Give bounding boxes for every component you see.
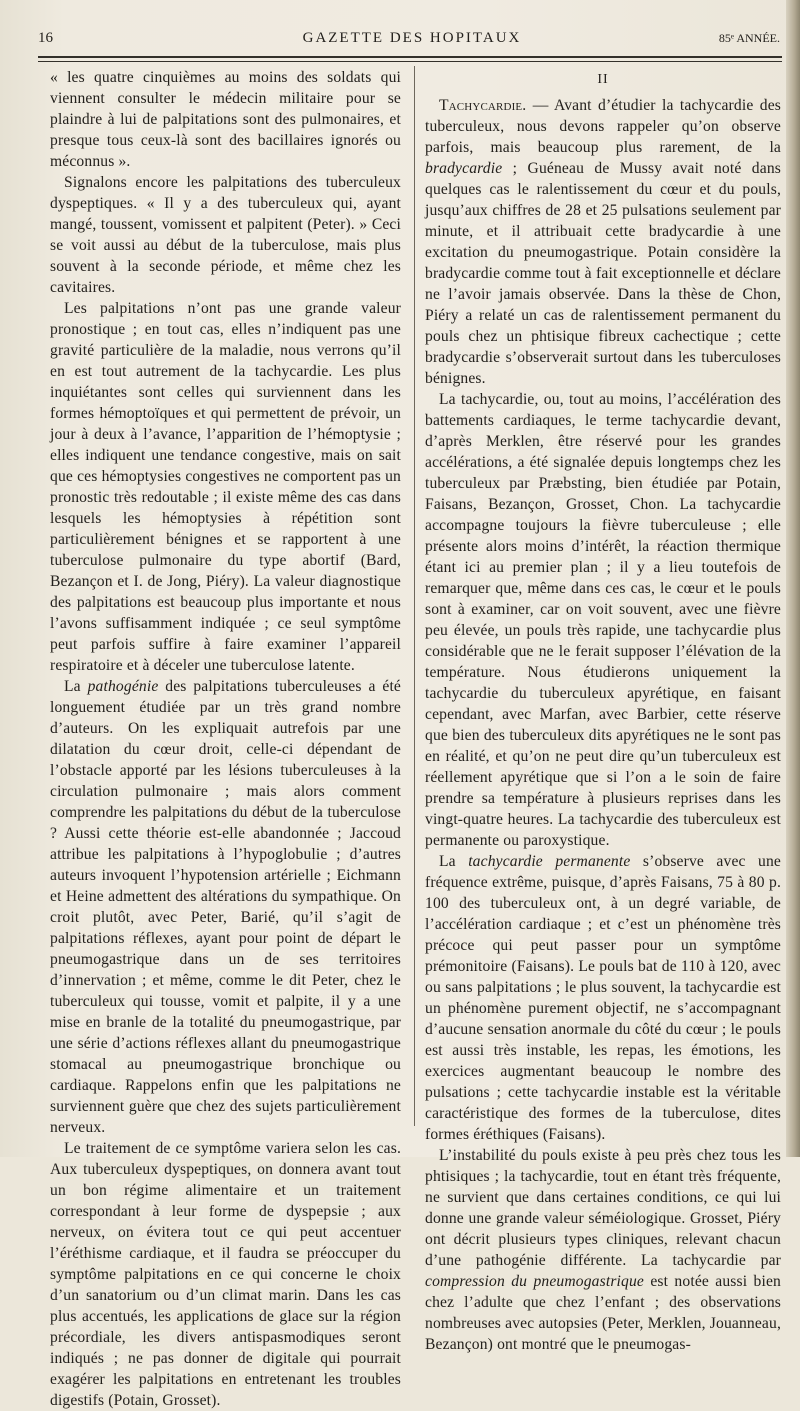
right-column: [425, 67, 781, 1355]
text: La: [439, 853, 469, 870]
text: La: [64, 678, 88, 695]
page-edge: [786, 0, 800, 1157]
paragraph-treatment: Le traitement de ce symptôme variera selon les cas. Aux tuberculeux dyspeptiques, on donnera avant tout un bon régime alimentaire et un traitement correspondant à leur forme de dyspepsie ; aux nerveux, on évitera tout ce qui peut accentuer l’éréthisme cardiaque, et il faudra se préoccuper du symptôme palpitations en ce qui concerne le choix d’un sanatorium ou d’un climat marin. Dans les cas plus accentués, les applications de glace sur la région précordiale, les divers antispasmodiques seront indiqués ; ne pas donner de digitale qui pourrait exagérer les palpitations en entretenant les troubles digestifs (Potain, Grosset).: [50, 1140, 401, 1409]
paragraph-permanent-tachycardia: [425, 851, 781, 1145]
text: ; Guéneau de Mussy avait noté dans quelques cas le ralentissement du cœur et du pouls, jusqu’aux chiffres de 28 et 25 pulsations seulement par minute, et il attribuait cette bradycardie à une excitation du pneumogastrique. Potain considère la bradycardie comme tout à fait exceptionnelle et déclare ne l’avoir jamais observée. Dans la thèse de Chon, Piéry a relaté un cas de ralentissement permanent du pouls chez un phtisique fibreux cachectique ; cette bradycardie s’observerait surtout dans les tuberculoses bénignes.: [425, 160, 781, 387]
column-separator: [414, 66, 415, 1126]
italic-term: bradycardie: [425, 160, 503, 177]
paragraph-prognosis: Les palpitations n’ont pas une grande valeur pronostique ; en tout cas, elles n’indiquent pas une gravité particulière de la maladie, nous verrons qu’il en est tout autrement de la tachycardie. Les plus inquiétantes sont celles qui surviennent dans les formes hémoptoïques et qui permettent de prévoir, un jour à deux à l’avance, l’apparition de l’hémoptysie ; elles indiquent une tendance congestive, mais on sait que ces hémoptysies congestives ne comportent pas un pronostic très redoutable ; il existe même des cas dans lesquels les hémoptysies à répétition sont particulièrement bénignes et se rapportent à une tuberculose pulmonaire du type abortif (Bard, Bezançon et I. de Jong, Piéry). La valeur diagnostique des palpitations est beaucoup plus importante et nous l’avons suffisamment indiquée ; ce seul symptôme peut parfois suffire à faire examiner l’appareil respiratoire et à déceler une tuberculose latente.: [50, 300, 401, 674]
text: L’instabilité du pouls existe à peu près chez tous les phtisiques ; la tachycardie, tout en étant très fréquente, ne survient que dans certaines conditions, ce qui lui donne une grande valeur séméiologique. Grosset, Piéry ont décrit plusieurs types cliniques, relevant chacun d’une pathogénie différente. La tachycardie par: [425, 1147, 781, 1269]
paragraph-tachycardia-general: La tachycardie, ou, tout au moins, l’accélération des battements cardiaques, le terme tachycardie devant, d’après Merklen, être réservé pour les grandes accélérations, a été signalée depuis longtemps chez les tuberculeux par Præbsting, bien étudiée par Potain, Faisans, Bezançon, Grosset, Chon. La tachycardie accompagne toujours la fièvre tuberculeuse ; elle présente alors moins d’intérêt, la réaction thermique étant ici au premier plan ; il y a lieu toutefois de remarquer que, même dans ces cas, le cœur et le pouls sont à examiner, car on voit souvent, avec une fièvre peu élevée, un pouls très rapide, une tachycardie plus considérable que ne le ferait supposer l’élévation de la température. Nous étudierons uniquement la tachycardie du tuberculeux apyrétique, en faisant cependant, avec Marfan, avec Barbier, cette réserve que bien des tuberculeux dits apyrétiques ne le sont pas en réalité, et qu’on ne peut dire qu’un tuberculeux est réellement apyrétique que si l’on a le soin de faire prendre sa température à plusieurs reprises dans les vingt-quatre heures. La tachycardie des tuberculeux est permanente ou paroxystique.: [425, 391, 781, 849]
left-column: [50, 67, 401, 1411]
paragraph-dyspeptic-palpitations: Signalons encore les palpitations des tuberculeux dyspeptiques. « Il y a des tuberculeux qui, ayant mangé, toussent, vomissent et palpitent (Peter). » Ceci se voit aussi au début de la tuberculose, mais plus souvent à la seconde période, et même chez les cavitaires.: [50, 174, 401, 296]
text: est notée aussi bien chez l’adulte que chez l’enfant ; des observations nombreuses avec autopsies (Peter, Merklen, Jouanneau, Bezançon) ont montré que le pneumogas-: [425, 1273, 782, 1353]
run-in-heading: Tachycardie.: [439, 97, 527, 114]
text: des palpitations tuberculeuses a été longuement étudiée par un très grand nombre d’auteurs. On les expliquait autrefois par une dilatation du cœur droit, celle-ci dépendant de l’obstacle apporté par les lésions tuberculeuses à la circulation pulmonaire ; mais alors comment comprendre les palpitations du début de la tuberculose ? Aussi cette théorie est-elle abandonnée ; Jaccoud attribue les palpitations à l’hypoglobulie ; d’autres auteurs invoquent l’hypotension artérielle ; Eichmann et Heine admettent des altérations du sympathique. On croit plutôt, avec Peter, Barié, qu’il s’agit de palpitations réflexes, ayant pour point de départ le pneumogastrique dans un de ses territoires d’innervation ; et même, comme le dit Peter, chez le tuberculeux qui tousse, vomit et palpite, il y a une mise en branle de la totalité du pneumogastrique, par une série d’actions réflexes allant du pneumogastrique stomacal au pneumogastrique bronchique ou cardiaque. Rappelons enfin que les palpitations ne surviennent guère que chez des sujets particulièrement nerveux.: [50, 678, 401, 1136]
volume-year: 85ᵉ ANNÉE.: [718, 31, 780, 45]
text: s’observe avec une fréquence extrême, puisque, d’après Faisans, 75 à 80 p. 100 des tuberculeux ont, à un degré variable, de l’accélération cardiaque ; et c’est un phénomène très précoce qui peut passer pour un symptôme prémonitoire (Faisans). Le pouls bat de 110 à 120, avec ou sans palpitations ; le plus souvent, la tachycardie est un phénomène purement objectif, ne s’accompagnant d’aucune sensation anormale du côté du cœur ; le pouls est aussi très instable, les repas, les émotions, les exercices augmentant beaucoup le nombre des pulsations ; cette tachycardie instable est la véritable caractéristique des formes de la tuberculose, dites formes éréthiques (Faisans).: [425, 853, 781, 1143]
paragraph-quote: « les quatre cinquièmes au moins des soldats qui viennent consulter le médecin militaire pour se plaindre à lui de palpitations sont des pulmonaires, et presque tous ceux-là sont des bacillaires ignorés ou méconnus ».: [50, 69, 401, 170]
paragraph-pulse-instability: [425, 1145, 781, 1355]
page-number: 16: [38, 30, 53, 46]
italic-term: compression du pneumogastrique: [425, 1273, 644, 1290]
italic-term: pathogénie: [87, 678, 159, 695]
italic-term: tachycardie permanente: [468, 853, 631, 870]
running-header: [38, 26, 786, 52]
paragraph-pathogenesis: [50, 676, 401, 1138]
header-rule-thin: [38, 61, 782, 62]
header-rule-thick: [38, 56, 782, 58]
paragraph-tachycardia-intro: [425, 95, 781, 389]
journal-title: GAZETTE DES HOPITAUX: [302, 30, 522, 46]
section-heading: II: [597, 72, 609, 87]
text: — Avant d’étudier la tachycardie des tuberculeux, nous devons rappeler qu’on observe parfois, mais beaucoup plus rarement, de la: [425, 97, 781, 156]
